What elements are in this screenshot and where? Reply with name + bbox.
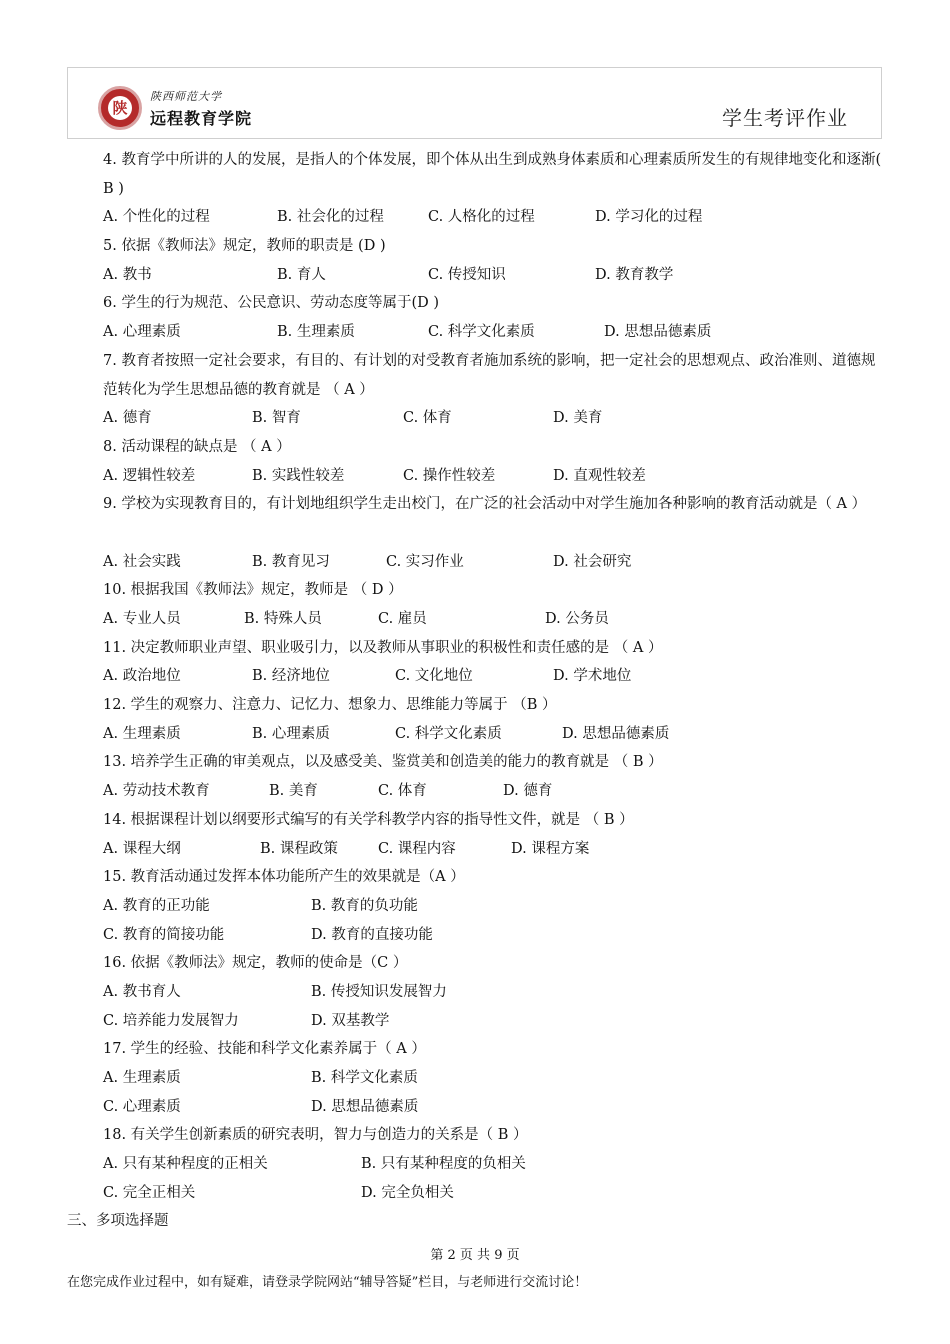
option: B. 教育的负功能 [311, 897, 418, 914]
document-title: 学生考评作业 [722, 106, 848, 130]
options-row [67, 462, 885, 491]
option: C. 科学文化素质 [428, 324, 535, 341]
option: A. 教书育人 [103, 983, 181, 1000]
option: C. 传授知识 [428, 266, 506, 283]
option: D. 学习化的过程 [595, 209, 703, 226]
options-row [67, 548, 885, 577]
option: A. 德育 [103, 410, 152, 427]
question-text: 6. 学生的行为规范、公民意识、劳动态度等属于(D ) [103, 295, 439, 312]
option: A. 教育的正功能 [103, 897, 210, 914]
options-row [67, 1007, 885, 1036]
options-row [67, 921, 885, 950]
options-row [67, 605, 885, 634]
option: D. 公务员 [545, 611, 609, 628]
option: A. 专业人员 [103, 611, 181, 628]
option: A. 教书 [103, 266, 152, 283]
options-row [67, 662, 885, 691]
option: D. 双基教学 [311, 1012, 390, 1029]
option: C. 完全正相关 [103, 1184, 196, 1201]
footer-note: 在您完成作业过程中，如有疑难，请登录学院网站“辅导答疑”栏目，与老师进行交流讨论！ [67, 1275, 588, 1290]
option: B. 特殊人员 [244, 611, 322, 628]
option: C. 雇员 [378, 611, 427, 628]
question-text: 8. 活动课程的缺点是 （ A ） [103, 438, 291, 455]
option: A. 生理素质 [103, 1070, 181, 1087]
option: B. 实践性较差 [252, 467, 345, 484]
options-row [67, 1093, 885, 1122]
option: C. 课程内容 [378, 840, 456, 857]
options-row [67, 318, 885, 347]
option: B. 传授知识发展智力 [311, 983, 447, 1000]
option: D. 德育 [503, 783, 553, 800]
question-text: 9. 学校为实现教育目的，有计划地组织学生走出校门，在广泛的社会活动中对学生施加各种影响的教育活动就是（ A ） [103, 496, 867, 513]
question-text: 18. 有关学生创新素质的研究表明，智力与创造力的关系是（ B ） [103, 1127, 528, 1144]
option: B. 生理素质 [277, 324, 355, 341]
section-heading: 三、多项选择题 [67, 1213, 169, 1230]
options-row [67, 203, 885, 232]
question-text: 11. 决定教师职业声望、职业吸引力，以及教师从事职业的积极性和责任感的是 （ A ） [103, 639, 663, 656]
question-text: 14. 根据课程计划以纲要形式编写的有关学科教学内容的指导性文件，就是 （ B ） [103, 811, 634, 828]
option: C. 操作性较差 [403, 467, 496, 484]
option: D. 课程方案 [511, 840, 590, 857]
college-name: 远程教育学院 [150, 109, 253, 128]
option: C. 培养能力发展智力 [103, 1012, 239, 1029]
option: A. 劳动技术教育 [103, 783, 210, 800]
options-row [67, 261, 885, 290]
option: A. 社会实践 [103, 553, 181, 570]
question-text: 15. 教育活动通过发挥本体功能所产生的效果就是（A ） [103, 869, 465, 886]
option: A. 政治地位 [103, 668, 181, 685]
options-row [67, 720, 885, 749]
option: C. 教育的简接功能 [103, 926, 225, 943]
options-row [67, 835, 885, 864]
college-logo [98, 86, 142, 130]
question-text: 7. 教育者按照一定社会要求，有目的、有计划的对受教育者施加系统的影响，把一定社会的思想观点、政治准则、道德规范转化为学生思想品德的教育就是 （ A ） [103, 352, 876, 398]
question-text: 10. 根据我国《教师法》规定，教师是 （ D ） [103, 582, 403, 599]
question-text: 5. 依据《教师法》规定，教师的职责是 (D ) [103, 238, 386, 255]
option: C. 体育 [378, 783, 427, 800]
options-row [67, 1064, 885, 1093]
options-row [67, 892, 885, 921]
option: A. 只有某种程度的正相关 [103, 1156, 268, 1173]
option: D. 思想品德素质 [311, 1098, 419, 1115]
option: A. 课程大纲 [103, 840, 181, 857]
option: C. 体育 [403, 410, 452, 427]
option: D. 完全负相关 [361, 1184, 454, 1201]
option: B. 育人 [277, 266, 326, 283]
school-name: 陕西师范大学 [150, 90, 222, 103]
option: C. 科学文化素质 [395, 725, 502, 742]
option: D. 思想品德素质 [604, 324, 712, 341]
option: D. 思想品德素质 [562, 725, 670, 742]
option: D. 教育的直接功能 [311, 926, 433, 943]
option: D. 社会研究 [553, 553, 632, 570]
option: A. 生理素质 [103, 725, 181, 742]
option: C. 实习作业 [386, 553, 464, 570]
question-text: 16. 依据《教师法》规定，教师的使命是（C ） [103, 955, 408, 972]
options-row [67, 1150, 885, 1179]
option: D. 美育 [553, 410, 603, 427]
option: B. 社会化的过程 [277, 209, 384, 226]
question-list [67, 146, 885, 1236]
option: A. 心理素质 [103, 324, 181, 341]
logo-char: 陕 [108, 96, 132, 120]
option: D. 直观性较差 [553, 467, 646, 484]
option: A. 逻辑性较差 [103, 467, 196, 484]
option: D. 教育教学 [595, 266, 674, 283]
option: C. 文化地位 [395, 668, 473, 685]
options-row [67, 404, 885, 433]
option: B. 心理素质 [252, 725, 330, 742]
option: C. 心理素质 [103, 1098, 181, 1115]
question-text: 13. 培养学生正确的审美观点，以及感受美、鉴赏美和创造美的能力的教育就是 （ B ） [103, 754, 663, 771]
option: B. 美育 [269, 783, 318, 800]
option: B. 经济地位 [252, 668, 330, 685]
option: B. 智育 [252, 410, 301, 427]
options-row [67, 978, 885, 1007]
question-text: 12. 学生的观察力、注意力、记忆力、想象力、思维能力等属于 （B ） [103, 697, 557, 714]
option: B. 只有某种程度的负相关 [361, 1156, 526, 1173]
option: D. 学术地位 [553, 668, 632, 685]
page-header [67, 67, 882, 139]
options-row [67, 1179, 885, 1208]
options-row [67, 777, 885, 806]
page-number: 第 2 页 共 9 页 [430, 1248, 520, 1263]
option: A. 个性化的过程 [103, 209, 210, 226]
question-text: 4. 教育学中所讲的人的发展，是指人的个体发展，即个体从出生到成熟身体素质和心理素质所发生的有规律地变化和逐渐( B ) [103, 152, 882, 197]
option: B. 教育见习 [252, 553, 330, 570]
option: C. 人格化的过程 [428, 209, 535, 226]
question-text: 17. 学生的经验、技能和科学文化素养属于（ A ） [103, 1041, 426, 1058]
option: B. 科学文化素质 [311, 1070, 418, 1087]
option: B. 课程政策 [260, 840, 338, 857]
